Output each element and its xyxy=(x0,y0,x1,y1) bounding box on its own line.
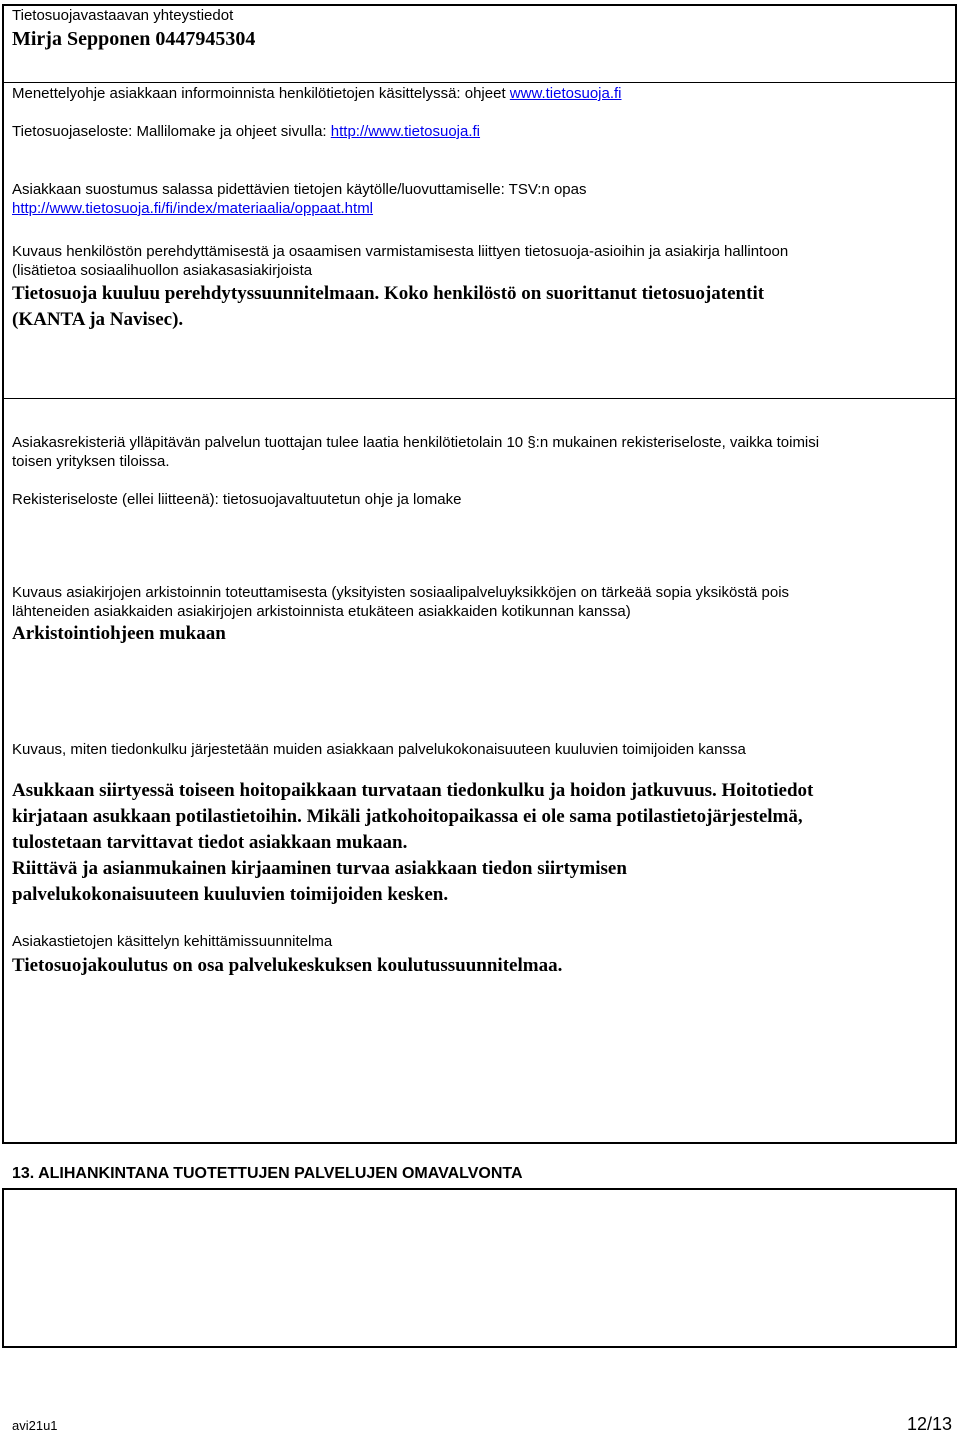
orientation-divider xyxy=(3,398,956,399)
procedure-line xyxy=(12,84,622,103)
orientation-answer-1: Tietosuoja kuuluu perehdytyssuunnitelmaan. Koko henkilöstö on suorittanut tietosuojatentit xyxy=(12,283,765,304)
registry-line-3: Rekisteriseloste (ellei liitteenä): tietosuojavaltuutetun ohje ja lomake xyxy=(12,491,462,508)
archiving-line-1: Kuvaus asiakirjojen arkistoinnin toteuttamisesta (yksityisten sosiaalipalveluyksikköjen on tärkeää sopia yksiköstä pois xyxy=(12,584,790,601)
section-13-box xyxy=(2,1188,957,1348)
development-answer: Tietosuojakoulutus on osa palvelukeskuksen koulutussuunnitelmaa. xyxy=(12,955,563,976)
archiving-answer: Arkistointiohjeen mukaan xyxy=(12,623,226,644)
footer-page-number: 12/13 xyxy=(906,1414,952,1434)
procedure-text: Menettelyohje asiakkaan informoinnista henkilötietojen käsittelyssä: ohjeet xyxy=(12,85,506,102)
section-13-heading: 13. ALIHANKINTANA TUOTETTUJEN PALVELUJEN OMAVALVONTA xyxy=(12,1165,523,1182)
contact-divider xyxy=(3,82,956,83)
development-desc: Asiakastietojen käsittelyn kehittämissuunnitelma xyxy=(12,933,333,950)
info-flow-desc: Kuvaus, miten tiedonkulku järjestetään muiden asiakkaan palvelukokonaisuuteen kuuluvien toimijoiden kanssa xyxy=(12,741,746,758)
registry-line-1: Asiakasrekisteriä ylläpitävän palvelun tuottajan tulee laatia henkilötietolain 10 §:n mukainen rekisteriseloste, vaikka toimisi xyxy=(12,434,820,451)
info-flow-answer-4: Riittävä ja asianmukainen kirjaaminen turvaa asiakkaan tiedon siirtymisen xyxy=(12,858,627,879)
consent-text: Asiakkaan suostumus salassa pidettävien tietojen käytölle/luovuttamiselle: TSV:n opas xyxy=(12,181,587,198)
orientation-desc-1: Kuvaus henkilöstön perehdyttämisestä ja osaamisen varmistamisesta liittyen tietosuoja-asioihin ja asiakirja hallintoon xyxy=(12,243,789,260)
contact-value: Mirja Sepponen 0447945304 xyxy=(12,28,256,50)
info-flow-answer-5: palvelukokonaisuuteen kuuluvien toimijoiden kesken. xyxy=(12,884,449,905)
procedure-link[interactable]: www.tietosuoja.fi xyxy=(509,85,622,102)
archiving-line-2: lähteneiden asiakkaiden asiakirjojen arkistoinnista etukäteen asiakkaiden kotikunnan kanssa) xyxy=(12,603,631,620)
registry-line-2: toisen yrityksen tiloissa. xyxy=(12,453,170,470)
register-text: Tietosuojaseloste: Mallilomake ja ohjeet sivulla: xyxy=(12,123,327,140)
info-flow-answer-2: kirjataan asukkaan potilastietoihin. Mikäli jatkohoitopaikassa ei ole sama potilastietojärjestelmä, xyxy=(12,806,803,827)
orientation-answer-2: (KANTA ja Navisec). xyxy=(12,309,184,330)
contact-label: Tietosuojavastaavan yhteystiedot xyxy=(12,7,234,24)
orientation-desc-2: (lisätietoa sosiaalihuollon asiakasasiakirjoista xyxy=(12,262,313,279)
info-flow-answer-1: Asukkaan siirtyessä toiseen hoitopaikkaan turvataan tiedonkulku ja hoidon jatkuvuus. Hoitotiedot xyxy=(12,780,814,801)
register-line xyxy=(12,122,480,141)
info-flow-answer-3: tulostetaan tarvittavat tiedot asiakkaan mukaan. xyxy=(12,832,408,853)
footer-doc-id: avi21u1 xyxy=(12,1418,58,1433)
consent-link[interactable]: http://www.tietosuoja.fi/fi/index/materiaalia/oppaat.html xyxy=(12,200,374,217)
register-link[interactable]: http://www.tietosuoja.fi xyxy=(330,123,481,140)
